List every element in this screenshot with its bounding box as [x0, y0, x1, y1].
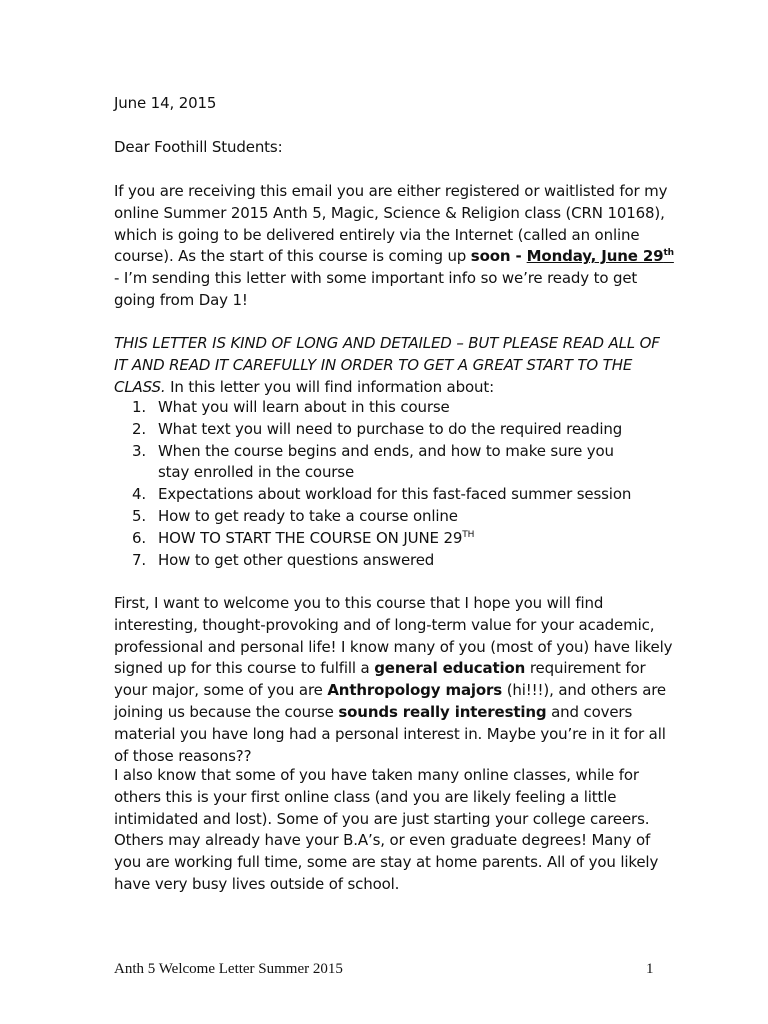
- list-item: [132, 441, 632, 485]
- salutation: Dear Foothill Students:: [114, 138, 283, 156]
- welcome-text-3: (hi!!!), and others are joining us because the course: [114, 681, 667, 721]
- list-text: Expectations about workload for this fast-faced summer session: [158, 485, 632, 504]
- notice-italic: THIS LETTER IS KIND OF LONG AND DETAILED – BUT PLEASE READ ALL OF IT AND READ IT CAREFULLY IN ORDER TO GET A GREAT START TO THE CLASS.: [114, 334, 660, 396]
- intro-text-2: - I’m sending this letter with some important info so we’re ready to get going from Day 1!: [114, 269, 638, 309]
- footer-title: Anth 5 Welcome Letter Summer 2015: [114, 961, 343, 977]
- page-number: 1: [646, 961, 654, 977]
- list-number: 5.: [132, 506, 147, 525]
- welcome-paragraph: [114, 593, 674, 767]
- list-text: When the course begins and ends, and how to make sure you stay enrolled in the course: [158, 441, 614, 482]
- soon-emphasis: soon -: [470, 247, 527, 266]
- list-number: 2.: [132, 419, 147, 438]
- topics-list: [132, 397, 632, 571]
- welcome-text-2: requirement for your major, some of you are: [114, 659, 646, 700]
- list-number: 3.: [132, 441, 147, 460]
- list-number: 6.: [132, 528, 147, 547]
- start-date: Monday, June 29: [526, 247, 664, 266]
- list-item: [132, 484, 632, 506]
- welcome-text-1: First, I want to welcome you to this course that I hope you will find interesting, thought-provoking and of long-term value for your academic, professional and personal life! I know many of you (most of you) have likely signed up for this course to fulfill a: [114, 594, 673, 678]
- list-text: What text you will need to purchase to do the required reading: [158, 419, 623, 438]
- students-paragraph: I also know that some of you have taken many online classes, while for others this is your first online class (and you are likely feeling a little intimidated and lost). Some of you are just starting your college careers. Others may already have your B.A’s, or even graduate degrees! Many of you are working full time, some are stay at home parents. All of you likely have very busy lives outside of school.: [114, 766, 659, 893]
- anthropology-majors-emphasis: Anthropology majors: [327, 681, 503, 700]
- start-date-emphasis: [527, 247, 674, 265]
- list-text: What you will learn about in this course: [158, 398, 450, 416]
- list-item: [132, 550, 632, 572]
- list-number: 4.: [132, 485, 147, 504]
- start-date-suffix: th: [663, 248, 674, 259]
- list-item: [132, 397, 632, 419]
- notice-paragraph: [114, 333, 674, 398]
- sounds-interesting-emphasis: sounds really interesting: [338, 702, 547, 721]
- list-item: [132, 506, 632, 528]
- list-item: [132, 419, 632, 441]
- list-number: 1.: [132, 398, 147, 416]
- list-text: How to get other questions answered: [158, 550, 435, 569]
- notice-normal: In this letter you will find information about:: [165, 377, 494, 396]
- list-text: HOW TO START THE COURSE ON JUNE 29: [158, 528, 463, 547]
- welcome-text-4: and covers material you have long had a personal interest in. Maybe you’re in it for all of those reasons??: [114, 702, 666, 765]
- letter-date: June 14, 2015: [114, 94, 217, 112]
- list-item: [132, 528, 632, 550]
- list-text: How to get ready to take a course online: [158, 506, 458, 525]
- list-text-suffix: TH: [462, 529, 475, 540]
- general-education-emphasis: general education: [374, 659, 526, 678]
- intro-paragraph: [114, 181, 674, 312]
- intro-text-1: If you are receiving this email you are either registered or waitlisted for my online Summer 2015 Anth 5, Magic, Science & Religion class (CRN 10168), which is going to be delivered entirely via the Internet (called an online course). As the start of this course is coming up: [114, 182, 668, 266]
- list-number: 7.: [132, 550, 147, 569]
